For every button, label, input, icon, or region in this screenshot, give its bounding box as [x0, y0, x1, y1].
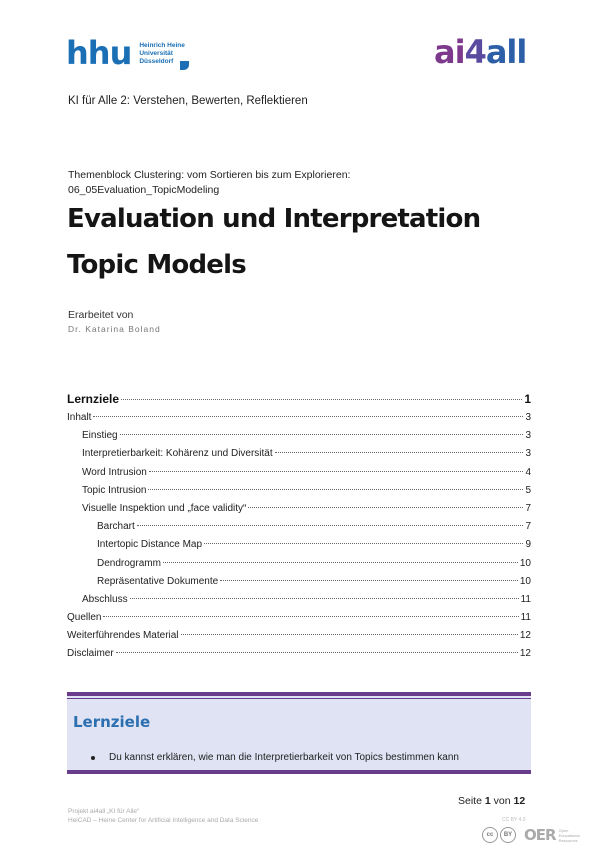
toc-page: 9: [525, 539, 531, 551]
toc-entry-visuelle-inspektion[interactable]: [67, 503, 531, 521]
ai4all-logo-4: 4: [464, 33, 486, 71]
toc-entry-interpretierbarkeit[interactable]: [67, 448, 531, 466]
toc-label: Quellen: [67, 612, 102, 624]
page-separator: von: [493, 795, 511, 807]
author-name: Dr. Katarina Boland: [68, 324, 161, 334]
toc-entry-abschluss[interactable]: [67, 594, 531, 612]
toc-label: Einstieg: [82, 430, 118, 442]
toc-leader: [137, 525, 524, 526]
toc-label: Visuelle Inspektion und „face validity“: [82, 502, 247, 514]
toc-entry-disclaimer[interactable]: [67, 648, 531, 666]
toc-entry-intertopic-distance-map[interactable]: [67, 539, 531, 557]
license-label: CC BY 4.0: [502, 817, 526, 823]
toc-label: Interpretierbarkeit: Kohärenz und Diversität: [82, 448, 273, 460]
toc-leader: [275, 452, 524, 453]
bullet-icon: [91, 756, 95, 760]
authored-by-label: Erarbeitet von: [68, 309, 134, 321]
toc-label: Dendrogramm: [97, 557, 161, 569]
oer-logo: [524, 826, 579, 844]
page-number: [458, 795, 525, 807]
toc-label: Disclaimer: [67, 648, 114, 660]
page-prefix: Seite: [458, 795, 482, 807]
by-icon: BY: [500, 827, 516, 843]
toc-leader: [116, 652, 518, 653]
oer-sub-1: Open: [558, 827, 569, 833]
toc-entry-dendrogramm[interactable]: [67, 558, 531, 576]
toc-leader: [121, 399, 522, 400]
toc-entry-lernziele[interactable]: [67, 392, 531, 412]
page-current: 1: [484, 795, 491, 807]
footer-project-info: [68, 807, 258, 825]
toc-entry-einstieg[interactable]: [67, 430, 531, 448]
license-badges: [482, 826, 579, 844]
code-line: 06_05Evaluation_TopicModeling: [68, 184, 220, 196]
toc-leader: [204, 543, 523, 544]
toc-page: 1: [524, 392, 531, 406]
oer-subtitle: [559, 828, 580, 843]
toc-page: 4: [525, 466, 531, 478]
toc-page: 12: [519, 630, 531, 642]
lernziele-box: [67, 692, 531, 774]
toc-label: Inhalt: [67, 412, 92, 423]
toc-label: Abschluss: [82, 593, 128, 605]
footer-project: Projekt ai4all „KI für Alle“: [68, 808, 140, 815]
hhu-line-2: Universität: [139, 50, 173, 57]
document-title-line-2: Topic Models: [67, 250, 246, 280]
hhu-dot-icon: [180, 61, 189, 70]
toc-page: 7: [525, 502, 531, 514]
toc-leader: [120, 434, 524, 435]
toc-label: Weiterführendes Material: [67, 630, 179, 642]
toc-entry-barchart[interactable]: [67, 521, 531, 539]
page-total: 12: [513, 795, 526, 807]
theme-line: Themenblock Clustering: vom Sortieren bis zum Explorieren:: [68, 169, 351, 181]
toc-entry-topic-intrusion[interactable]: [67, 485, 531, 503]
lernziele-list-item: [91, 752, 459, 763]
toc-page: 5: [525, 484, 531, 496]
toc-entry-inhalt[interactable]: [67, 412, 531, 430]
toc-label: Lernziele: [67, 392, 120, 406]
toc-leader: [93, 416, 523, 417]
oer-sub-3: Resources: [558, 837, 578, 843]
toc-page: 11: [520, 612, 531, 624]
toc-page: 12: [519, 648, 531, 660]
course-title: KI für Alle 2: Verstehen, Bewerten, Reflektieren: [68, 95, 308, 107]
toc-page: 11: [520, 593, 531, 605]
hhu-wordmark: hhu: [66, 34, 132, 72]
toc-leader: [148, 489, 523, 490]
document-title-line-1: Evaluation und Interpretation: [67, 204, 481, 234]
toc-page: 3: [525, 448, 531, 460]
ai4all-logo-all: all: [485, 33, 527, 71]
hhu-line-1: Heinrich Heine: [139, 42, 185, 49]
toc-leader: [103, 616, 518, 617]
toc-label: Intertopic Distance Map: [97, 539, 203, 551]
toc-entry-repraesentative-dokumente[interactable]: [67, 576, 531, 594]
toc-label: Topic Intrusion: [82, 484, 147, 496]
toc-entry-word-intrusion[interactable]: [67, 467, 531, 485]
toc-page: 10: [519, 575, 531, 587]
toc-leader: [163, 562, 518, 563]
hhu-line-3: Düsseldorf: [139, 58, 174, 65]
table-of-contents: [67, 392, 531, 667]
cc-icon: cc: [482, 827, 498, 843]
toc-leader: [149, 471, 524, 472]
toc-leader: [248, 507, 523, 508]
oer-icon: OER: [524, 826, 556, 844]
ai4all-logo: [434, 34, 526, 70]
toc-leader: [220, 580, 518, 581]
toc-entry-quellen[interactable]: [67, 612, 531, 630]
lernziele-item-text: Du kannst erklären, wie man die Interpretierbarkeit von Topics bestimmen kann: [109, 752, 459, 763]
toc-page: 7: [525, 521, 531, 533]
toc-entry-weiterfuehrendes-material[interactable]: [67, 630, 531, 648]
toc-leader: [181, 634, 518, 635]
lernziele-heading: Lernziele: [73, 713, 151, 731]
hhu-logo: [66, 34, 189, 72]
ai4all-logo-ai: ai: [434, 33, 465, 71]
toc-label: Word Intrusion: [82, 466, 147, 478]
toc-page: 3: [525, 412, 531, 423]
toc-page: 3: [525, 430, 531, 442]
toc-label: Barchart: [97, 521, 135, 533]
hhu-university-name: [139, 42, 185, 66]
footer-center: HeiCAD – Heine Center for Artificial Intelligence and Data Science: [68, 817, 259, 824]
oer-sub-2: Educational: [558, 832, 580, 838]
toc-page: 10: [519, 557, 531, 569]
toc-leader: [130, 598, 519, 599]
toc-label: Repräsentative Dokumente: [97, 575, 219, 587]
